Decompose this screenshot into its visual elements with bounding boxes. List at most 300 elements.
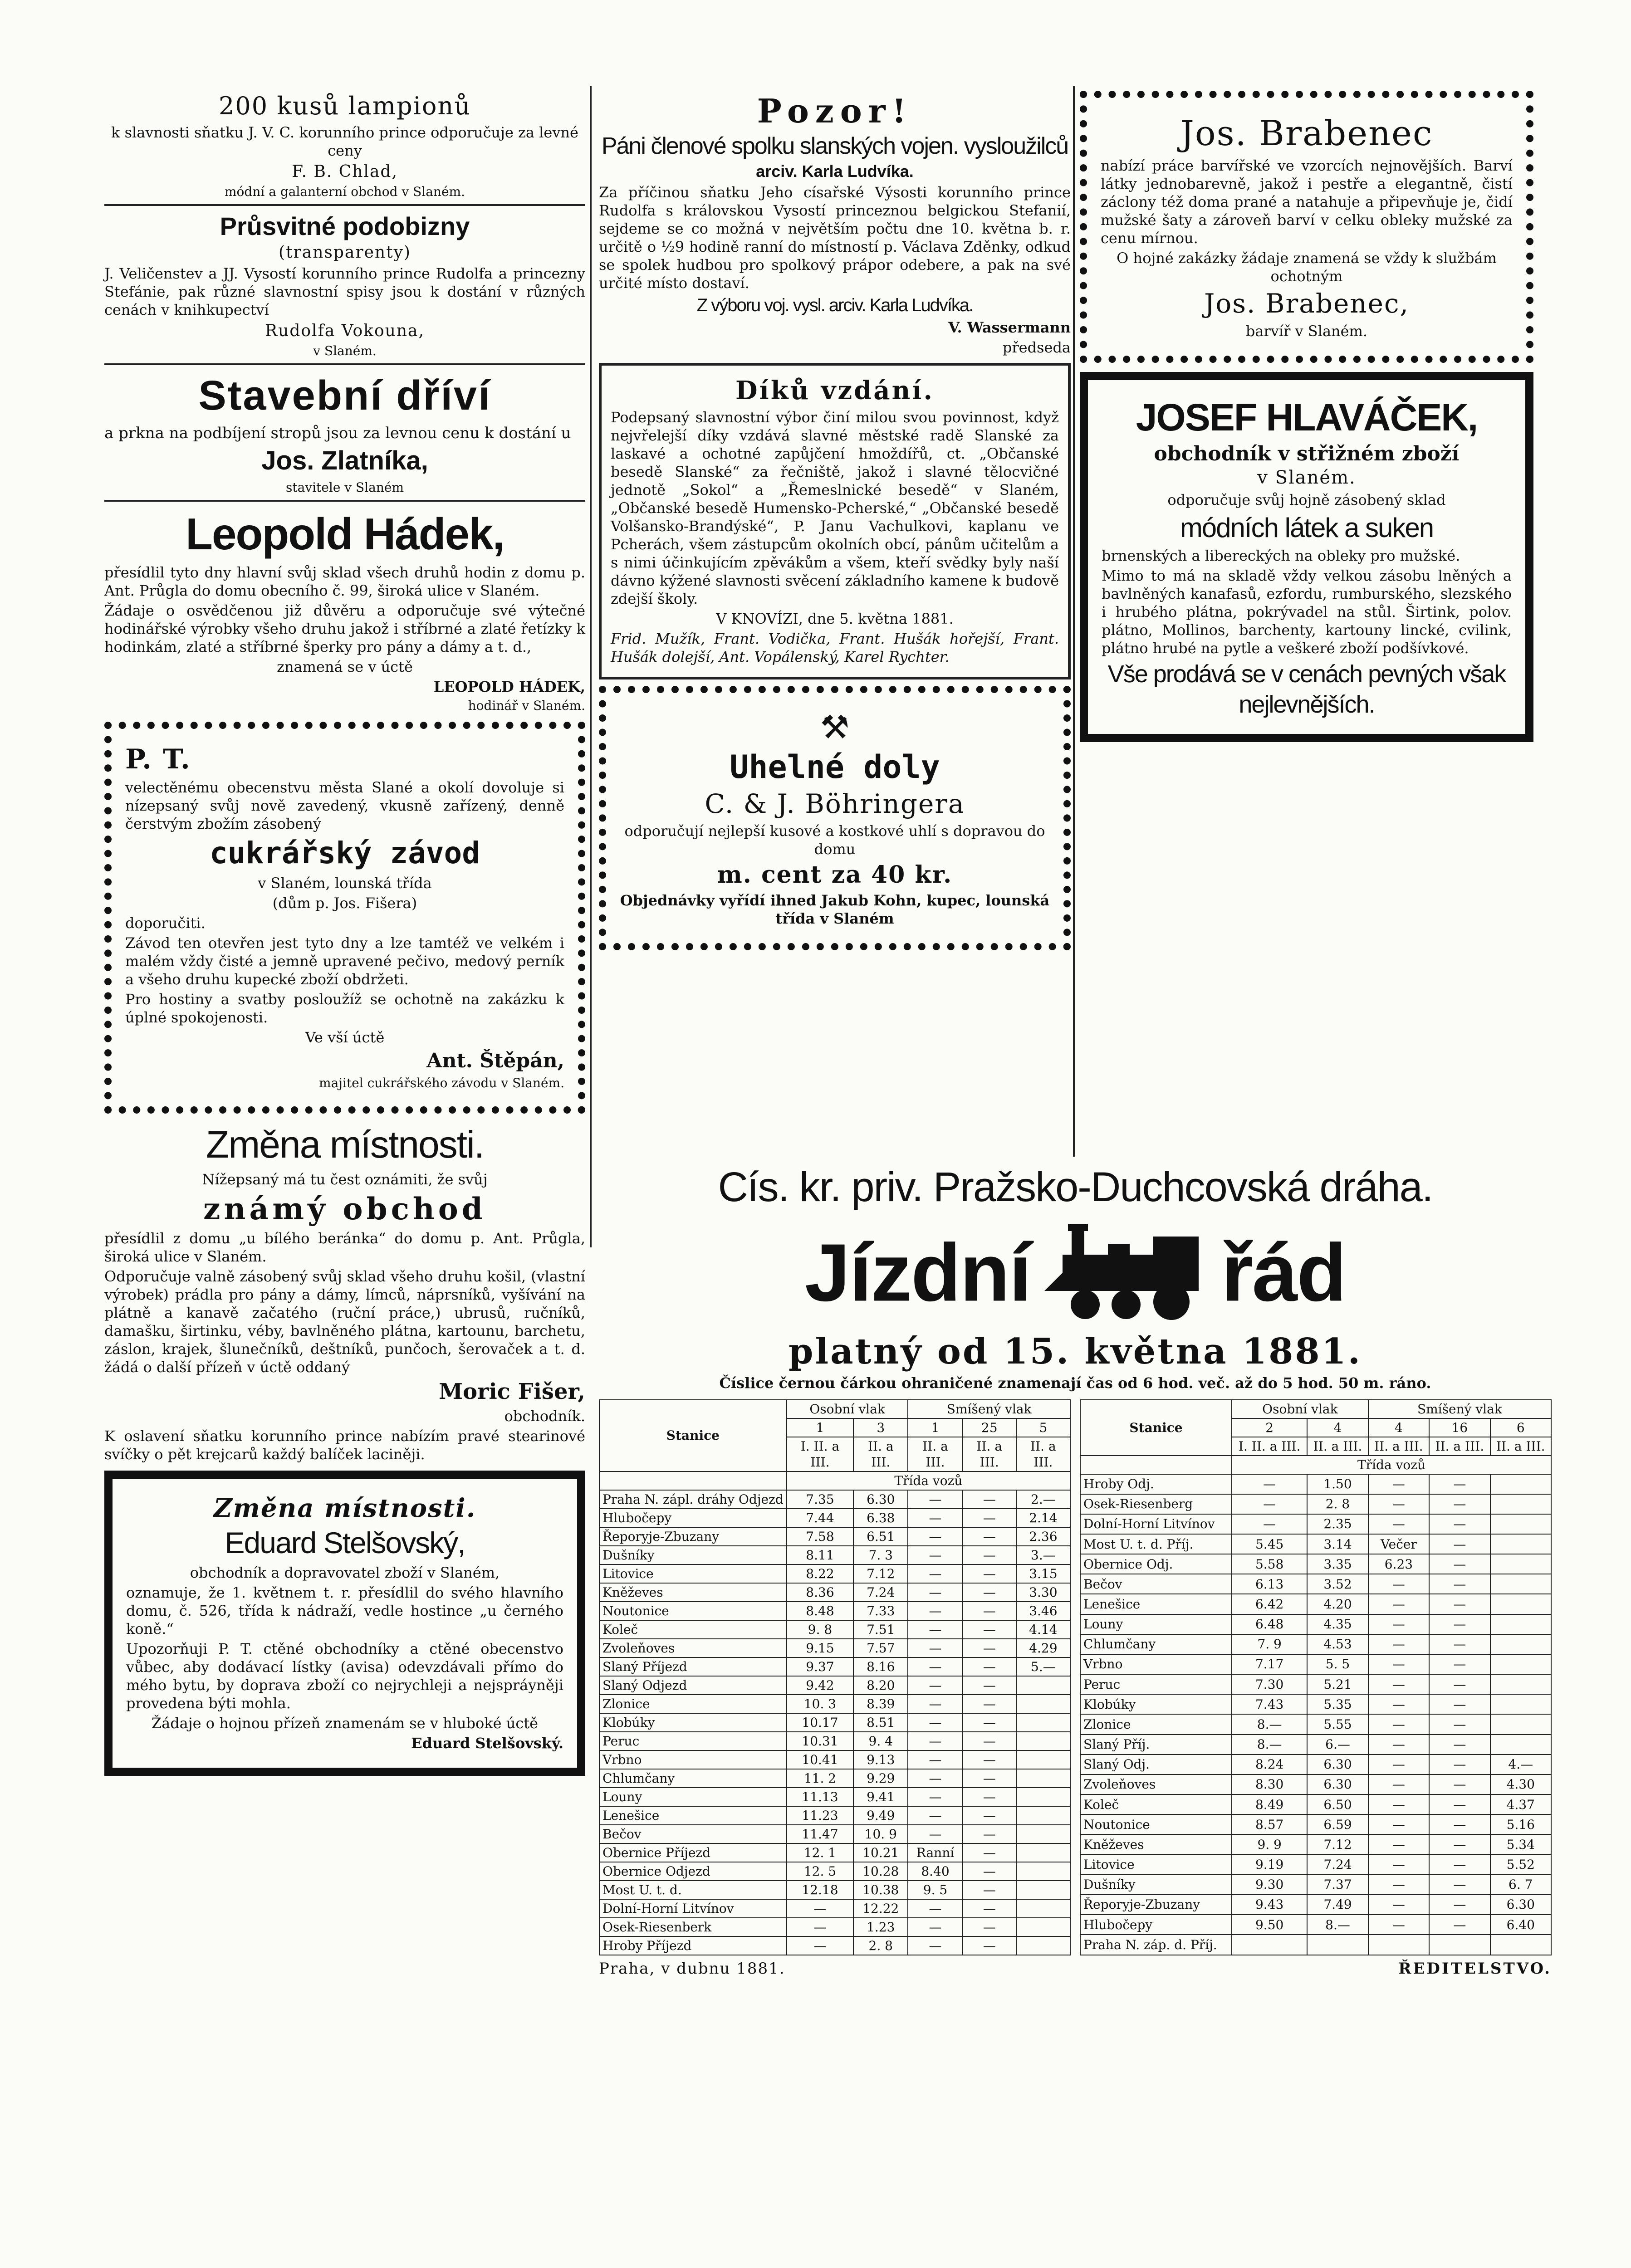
departure-time: [1016, 1918, 1070, 1936]
departure-time: —: [963, 1527, 1016, 1546]
departure-time: [1016, 1713, 1070, 1732]
ad-address-note: (dům p. Jos. Fišera): [272, 894, 417, 912]
departure-time: 9.50: [1232, 1915, 1307, 1935]
table-row: [1080, 1534, 1551, 1554]
departure-time: —: [963, 1881, 1016, 1899]
departure-time: —: [1429, 1674, 1490, 1694]
departure-time: 5.52: [1490, 1854, 1551, 1874]
column-2: [599, 91, 1071, 950]
departure-time: 8.57: [1232, 1814, 1307, 1834]
col-osobni: Osobní vlak: [1232, 1400, 1368, 1418]
station-name: Litovice: [1080, 1854, 1232, 1874]
ad-text: k slavnosti sňatku J. V. C. korunního prince odporučuje za levné ceny: [111, 123, 578, 159]
ad-signature-note: módní a galanterní obchod v Slaném.: [225, 184, 465, 199]
station-name: Slaný Příjezd: [599, 1657, 787, 1676]
ad-title: Pozor!: [757, 92, 913, 130]
station-name: Dušníky: [599, 1546, 787, 1564]
divider: [104, 363, 585, 365]
departure-time: —: [1368, 1755, 1429, 1774]
departure-time: —: [963, 1825, 1016, 1843]
departure-time: 10.41: [787, 1750, 853, 1769]
car-class: II. a III.: [963, 1437, 1016, 1471]
departure-time: 4.20: [1307, 1594, 1368, 1614]
departure-time: [1016, 1825, 1070, 1843]
col-station: Stanice: [599, 1400, 787, 1471]
departure-time: 2.36: [1016, 1527, 1070, 1546]
car-class: II. a III.: [853, 1437, 908, 1471]
departure-time: —: [1429, 1614, 1490, 1634]
table-row: [599, 1546, 1070, 1564]
table-row: [1080, 1834, 1551, 1854]
departure-time: 3.46: [1016, 1602, 1070, 1620]
table-row: [1080, 1514, 1551, 1534]
departure-time: —: [908, 1899, 962, 1918]
departure-time: 9.13: [853, 1750, 908, 1769]
departure-time: 4.37: [1490, 1794, 1551, 1814]
departure-time: —: [1368, 1714, 1429, 1734]
col-station: Stanice: [1080, 1400, 1232, 1456]
ad-signature: Rudolfa Vokouna,: [265, 321, 425, 340]
train-number: 4: [1368, 1418, 1429, 1437]
table-row: [599, 1583, 1070, 1602]
departure-time: —: [1368, 1915, 1429, 1935]
station-name: Zvoleňoves: [599, 1639, 787, 1657]
departure-time: 5.21: [1307, 1674, 1368, 1694]
ad-signature-note: barvíř v Slaném.: [1245, 322, 1368, 340]
departure-time: 8.40: [908, 1862, 962, 1881]
departure-time: [1490, 1735, 1551, 1755]
departure-time: [1016, 1936, 1070, 1955]
departure-time: [1016, 1750, 1070, 1769]
table-row: [1080, 1694, 1551, 1714]
departure-time: —: [963, 1713, 1016, 1732]
departure-time: —: [1368, 1895, 1429, 1915]
table-row: [1080, 1594, 1551, 1614]
departure-time: —: [963, 1657, 1016, 1676]
table-row: [599, 1620, 1070, 1639]
departure-time: —: [1232, 1494, 1307, 1514]
table-row: [599, 1899, 1070, 1918]
departure-time: —: [963, 1509, 1016, 1527]
ad-doly: [599, 686, 1071, 950]
departure-time: 6.51: [853, 1527, 908, 1546]
departure-time: —: [1368, 1694, 1429, 1714]
ad-text: Odporučuje valně zásobený svůj sklad všeho druhu košil, (vlastní výrobek) prádla pro pány a dámy, límců, náprsníků, vyšívání na plátně a kanavě začatého (ruční práce,) ubrusů, ručníků, damašku, širtinku, véby, bavlněného plátna, kartounu, barchetu, záslon, krajek, šlunečníků, deštníků, punčoch, šerovaček a t. d. žádá o další přízeň v úctě oddaný: [104, 1268, 585, 1376]
ad-lampiony: [104, 91, 585, 200]
departure-time: 12. 5: [787, 1862, 853, 1881]
rail-title-a: Jízdní: [804, 1227, 1031, 1319]
departure-time: 9.49: [853, 1806, 908, 1825]
table-row: [599, 1788, 1070, 1806]
ad-closing: Vše prodává se v cenách pevných však nejlevnějších.: [1107, 660, 1506, 718]
departure-time: 11. 2: [787, 1769, 853, 1788]
table-row: [1080, 1614, 1551, 1634]
departure-time: [1307, 1935, 1368, 1955]
table-row: [1080, 1755, 1551, 1774]
train-number: 2: [1232, 1418, 1307, 1437]
table-row: [1080, 1634, 1551, 1654]
departure-time: 9.30: [1232, 1875, 1307, 1895]
departure-time: —: [908, 1639, 962, 1657]
departure-time: 6.59: [1307, 1814, 1368, 1834]
departure-time: 4.30: [1490, 1774, 1551, 1794]
departure-time: —: [1429, 1534, 1490, 1554]
departure-time: 6.30: [1307, 1774, 1368, 1794]
station-name: Hlubočepy: [599, 1509, 787, 1527]
ad-diku: [599, 363, 1071, 679]
departure-time: [1368, 1935, 1429, 1955]
station-name: Praha N. zápl. dráhy Odjezd: [599, 1490, 787, 1509]
departure-time: —: [1429, 1494, 1490, 1514]
departure-time: [1490, 1935, 1551, 1955]
departure-time: [1490, 1494, 1551, 1514]
departure-time: 5.34: [1490, 1834, 1551, 1854]
station-name: Peruc: [599, 1732, 787, 1750]
departure-time: [1016, 1862, 1070, 1881]
station-name: Praha N. záp. d. Příj.: [1080, 1935, 1232, 1955]
ad-signature-note: hodinář v Slaném.: [468, 698, 585, 713]
departure-time: [1490, 1534, 1551, 1554]
departure-time: [1232, 1935, 1307, 1955]
car-class: I. II. a III.: [1232, 1437, 1307, 1456]
departure-time: 7.35: [787, 1490, 853, 1509]
departure-time: 3.30: [1016, 1583, 1070, 1602]
station-name: Vrbno: [1080, 1654, 1232, 1674]
departure-time: —: [1368, 1654, 1429, 1674]
departure-time: —: [908, 1564, 962, 1583]
col-osobni: Osobní vlak: [787, 1400, 908, 1418]
table-row: [599, 1806, 1070, 1825]
station-name: Hlubočepy: [1080, 1915, 1232, 1935]
car-class: II. a III.: [908, 1437, 962, 1471]
departure-time: —: [963, 1602, 1016, 1620]
departure-time: —: [908, 1602, 962, 1620]
departure-time: —: [963, 1788, 1016, 1806]
departure-time: —: [1429, 1814, 1490, 1834]
departure-time: 7.49: [1307, 1895, 1368, 1915]
station-name: Lenešice: [1080, 1594, 1232, 1614]
station-name: Vrbno: [599, 1750, 787, 1769]
departure-time: —: [1429, 1654, 1490, 1674]
ad-title: Změna místnosti.: [206, 1123, 484, 1166]
departure-time: —: [908, 1583, 962, 1602]
departure-time: Ranní: [908, 1843, 962, 1862]
ad-signature-note: stavitele v Slaném: [285, 479, 404, 495]
table-row: [599, 1825, 1070, 1843]
departure-time: [1016, 1899, 1070, 1918]
divider: [104, 500, 585, 502]
ad-text: O hojné zakázky žádaje znamená se vždy k službám ochotným: [1117, 249, 1497, 285]
departure-time: 7.37: [1307, 1875, 1368, 1895]
departure-time: —: [1429, 1574, 1490, 1594]
timetable-grid: [599, 1399, 1552, 1955]
departure-time: 9. 9: [1232, 1834, 1307, 1854]
departure-time: 9. 8: [787, 1620, 853, 1639]
departure-time: —: [1368, 1834, 1429, 1854]
table-row: [1080, 1474, 1551, 1494]
ad-signature-name: V. Wassermann: [948, 319, 1071, 336]
departure-time: 4.29: [1016, 1639, 1070, 1657]
departure-time: 7.12: [853, 1564, 908, 1583]
ad-fiser: [104, 1121, 585, 1464]
ad-signature-note: obchodník.: [504, 1408, 585, 1425]
car-class: II. a III.: [1490, 1437, 1551, 1456]
departure-time: —: [908, 1936, 962, 1955]
station-name: Bečov: [599, 1825, 787, 1843]
departure-time: —: [908, 1509, 962, 1527]
departure-time: 10. 3: [787, 1695, 853, 1713]
ad-heading: módních látek a suken: [1180, 512, 1434, 543]
ad-text: Ve vší úctě: [305, 1028, 385, 1046]
timetable-right: [1080, 1399, 1552, 1955]
departure-time: —: [963, 1936, 1016, 1955]
departure-time: 11.23: [787, 1806, 853, 1825]
departure-time: [1490, 1514, 1551, 1534]
departure-time: 4.53: [1307, 1634, 1368, 1654]
departure-time: 10.31: [787, 1732, 853, 1750]
station-name: Osek-Riesenberg: [1080, 1494, 1232, 1514]
departure-time: 8.16: [853, 1657, 908, 1676]
departure-time: —: [963, 1843, 1016, 1862]
ad-title: Průsvitné podobizny: [220, 211, 470, 240]
departure-time: 7.57: [853, 1639, 908, 1657]
rail-company: Cís. kr. priv. Pražsko-Duchcovská dráha.: [718, 1164, 1433, 1210]
ad-order: Objednávky vyřídí ihned Jakub Kohn, kupec, lounská třída v Slaném: [620, 892, 1050, 927]
ad-text: Mimo to má na skladě vždy velkou zásobu lněných a bavlněných kanafasů, ezfordu, rumburského, slezského i hrubého plátna, pokrývadel na stůl. Širtink, polov. plátno, Mollinos, barchenty, kartouny lincké, cvilink, plátno hrubé na pytle a veškeré zboží podšívkové.: [1102, 567, 1512, 657]
departure-time: [1490, 1614, 1551, 1634]
departure-time: —: [963, 1918, 1016, 1936]
departure-time: [1016, 1769, 1070, 1788]
departure-time: —: [1368, 1794, 1429, 1814]
departure-time: 2.35: [1307, 1514, 1368, 1534]
departure-time: 9. 4: [853, 1732, 908, 1750]
table-row: [1080, 1774, 1551, 1794]
table-row: [599, 1750, 1070, 1769]
departure-time: —: [1429, 1755, 1490, 1774]
departure-time: —: [787, 1936, 853, 1955]
departure-time: 5. 5: [1307, 1654, 1368, 1674]
departure-time: 9. 5: [908, 1881, 962, 1899]
ad-stepan: [104, 722, 585, 1114]
departure-time: 8.11: [787, 1546, 853, 1564]
departure-time: [1490, 1674, 1551, 1694]
rail-place: Praha, v dubnu 1881.: [599, 1959, 785, 1978]
departure-time: 1.23: [853, 1918, 908, 1936]
departure-time: 3.14: [1307, 1534, 1368, 1554]
departure-time: [1490, 1654, 1551, 1674]
ad-signature-note: majitel cukrářského závodu v Slaném.: [319, 1075, 564, 1090]
spacer: [1080, 1456, 1232, 1474]
departure-time: —: [1429, 1774, 1490, 1794]
ad-price: m. cent za 40 kr.: [717, 861, 953, 889]
departure-time: 6.23: [1368, 1554, 1429, 1574]
table-row: [1080, 1654, 1551, 1674]
departure-time: 5.16: [1490, 1814, 1551, 1834]
ad-names: Frid. Mužík, Frant. Vodička, Frant. Hušák hořejší, Frant. Hušák dolejší, Ant. Vopálenský, Karel Rychter.: [611, 630, 1059, 665]
departure-time: —: [908, 1490, 962, 1509]
table-row: [599, 1490, 1070, 1509]
car-class: II. a III.: [1307, 1437, 1368, 1456]
station-name: Koleč: [1080, 1794, 1232, 1814]
station-name: Zlonice: [599, 1695, 787, 1713]
ad-pozor: [599, 91, 1071, 357]
departure-time: —: [1368, 1774, 1429, 1794]
departure-time: 7.43: [1232, 1694, 1307, 1714]
train-number: 25: [963, 1418, 1016, 1437]
departure-time: [1016, 1676, 1070, 1695]
departure-time: 6.—: [1307, 1735, 1368, 1755]
departure-time: 3.52: [1307, 1574, 1368, 1594]
ad-text: Podepsaný slavnostní výbor činí milou svou povinnost, když nejvřelejší díky vzdává slavné městské radě Slanské za laskavé a ochotné zapůjčení hmoždířů, ct. „Občanské besedě Slanské“ za řečniště, jakož i slavné tělocvičné jednotě „Sokol“ a „Řemeslnické besedě“ v Slaném, „Občanské besedě Humensko-Pcherské,“ „Občanské besedě Volšansko-Brandýské“, P. Janu Vachulkovi, kaplanu ve Pcherách, všem zástupcům okolních obcí, pánům učitelům a s nimi účinkujícím zpěvákům a všem, kteří svědky byly naší dávno kýžené slavnosti svěcení základního kamene k budově zdejší školy.: [611, 409, 1059, 607]
ad-date: V KNOVÍZI, dne 5. května 1881.: [716, 610, 954, 627]
departure-time: —: [963, 1564, 1016, 1583]
ad-heading: Páni členové spolku slanských vojen. vysloužilců: [601, 133, 1068, 159]
departure-time: 7. 3: [853, 1546, 908, 1564]
departure-time: 9.15: [787, 1639, 853, 1657]
departure-time: —: [1429, 1834, 1490, 1854]
departure-time: —: [963, 1695, 1016, 1713]
table-row: [1080, 1714, 1551, 1734]
departure-time: [1016, 1695, 1070, 1713]
departure-time: 8.39: [853, 1695, 908, 1713]
departure-time: —: [908, 1788, 962, 1806]
departure-time: 6.38: [853, 1509, 908, 1527]
station-name: Dušníky: [1080, 1875, 1232, 1895]
departure-time: 6.48: [1232, 1614, 1307, 1634]
departure-time: —: [963, 1620, 1016, 1639]
departure-time: 5.55: [1307, 1714, 1368, 1734]
ad-text: přesídlil tyto dny hlavní svůj sklad všech druhů hodin z domu p. Ant. Průgla do domu obecního č. 99, široká ulice v Slaném.: [104, 564, 585, 599]
station-name: Řeporyje-Zbuzany: [1080, 1895, 1232, 1915]
departure-time: —: [1232, 1514, 1307, 1534]
departure-time: —: [1429, 1794, 1490, 1814]
ad-firm: C. & J. Böhringera: [705, 788, 965, 819]
departure-time: [1490, 1694, 1551, 1714]
ad-title: Stavební dříví: [198, 372, 491, 419]
rail-valid: platný od 15. května 1881.: [788, 1331, 1362, 1372]
departure-time: 7.17: [1232, 1654, 1307, 1674]
ad-subtitle: známý obchod: [203, 1191, 486, 1227]
ad-text: Za příčinou sňatku Jeho císařské Výsosti korunního prince Rudolfa s královskou Vysostí princeznou belgickou Stefanií, sejdeme se co možná v největším počtu dne 10. května b. r. určitě o ½9 hodině ranní do místností p. Václava Zděnky, odkud se spolek hudbou pro spolkový prápor odebere, a pak na své určité místo dostaví.: [599, 184, 1071, 292]
departure-time: —: [1368, 1854, 1429, 1874]
station-name: Louny: [599, 1788, 787, 1806]
station-name: Klobúky: [599, 1713, 787, 1732]
divider: [104, 204, 585, 206]
table-row: [599, 1676, 1070, 1695]
table-row: [1080, 1494, 1551, 1514]
table-row: [1080, 1794, 1551, 1814]
departure-time: 12.18: [787, 1881, 853, 1899]
ad-salutation: P. T.: [125, 743, 191, 775]
departure-time: —: [908, 1695, 962, 1713]
departure-time: 7. 9: [1232, 1634, 1307, 1654]
ad-text: odporučuje svůj hojně zásobený sklad: [1167, 491, 1446, 508]
departure-time: 5.58: [1232, 1554, 1307, 1574]
departure-time: [1016, 1732, 1070, 1750]
ad-signature: Jos. Brabenec,: [1204, 288, 1409, 319]
departure-time: 6.30: [853, 1490, 908, 1509]
table-row: [599, 1936, 1070, 1955]
departure-time: 10.28: [853, 1862, 908, 1881]
departure-time: 9.29: [853, 1769, 908, 1788]
table-row: [599, 1862, 1070, 1881]
departure-time: 9.41: [853, 1788, 908, 1806]
ad-address: v Slaném, lounská třída: [258, 874, 432, 892]
departure-time: —: [787, 1899, 853, 1918]
ad-subtitle: (transparenty): [279, 243, 411, 262]
table-row: [599, 1657, 1070, 1676]
ad-signature: Z výboru voj. vysl. arciv. Karla Ludvíka.: [696, 295, 973, 315]
station-name: Louny: [1080, 1614, 1232, 1634]
ad-subtitle: obchodník v střižném zboží: [1154, 442, 1460, 465]
ad-text: velectěnému obecenstvu města Slané a okolí dovoluje si nízepsaný svůj nově zavedený, vkusně zařízený, denně čerstvým zbožím zásobený: [125, 779, 564, 832]
departure-time: —: [963, 1583, 1016, 1602]
station-name: Most U. t. d. Příj.: [1080, 1534, 1232, 1554]
rail-footer: [599, 1959, 1552, 1979]
departure-time: 6.50: [1307, 1794, 1368, 1814]
departure-time: 8.—: [1232, 1735, 1307, 1755]
ad-text: Žádaje o hojnou přízeň znamenám se v hluboké úctě: [151, 1714, 539, 1732]
ad-text: a prkna na podbíjení stropů jsou za levnou cenu k dostání u: [104, 424, 571, 442]
column-rule-left: [590, 86, 592, 1247]
ad-hlavacek: [1080, 372, 1533, 742]
departure-time: —: [908, 1918, 962, 1936]
ad-title: Uhelné doly: [730, 748, 940, 786]
departure-time: —: [908, 1676, 962, 1695]
departure-time: [1429, 1935, 1490, 1955]
departure-time: 6.42: [1232, 1594, 1307, 1614]
departure-time: 7.44: [787, 1509, 853, 1527]
train-number: 6: [1490, 1418, 1551, 1437]
departure-time: —: [1368, 1474, 1429, 1494]
ad-text: odporučují nejlepší kusové a kostkové uhlí s dopravou do domu: [624, 822, 1045, 858]
departure-time: 8.48: [787, 1602, 853, 1620]
ad-signature: Ant. Štěpán,: [426, 1049, 564, 1072]
table-row: [599, 1602, 1070, 1620]
departure-time: —: [1429, 1714, 1490, 1734]
locomotive-icon: [1035, 1216, 1217, 1330]
ad-signature-note: v Slaném.: [313, 343, 377, 358]
car-class: II. a III.: [1429, 1437, 1490, 1456]
departure-time: —: [908, 1620, 962, 1639]
ad-heading-2: arciv. Karla Ludvíka.: [756, 162, 914, 181]
departure-time: [1490, 1474, 1551, 1494]
station-name: Noutonice: [1080, 1814, 1232, 1834]
departure-time: 8.—: [1307, 1915, 1368, 1935]
rail-note: Číslice černou čárkou ohraničené znamenají čas od 6 hod. več. až do 5 hod. 50 m. ráno.: [719, 1374, 1431, 1392]
departure-time: 5.—: [1016, 1657, 1070, 1676]
station-name: Obernice Odjezd: [599, 1862, 787, 1881]
departure-time: 9.43: [1232, 1895, 1307, 1915]
car-class: II. a III.: [1016, 1437, 1070, 1471]
departure-time: 5.45: [1232, 1534, 1307, 1554]
ad-text: Pro hostiny a svatby posloužíž se ochotně na zakázku k úplné spokojenosti.: [125, 990, 564, 1026]
table-row: [1080, 1554, 1551, 1574]
departure-time: 8.30: [1232, 1774, 1307, 1794]
station-name: Chlumčany: [599, 1769, 787, 1788]
departure-time: —: [1368, 1514, 1429, 1534]
ad-text: doporučiti.: [125, 914, 206, 932]
table-row: [599, 1509, 1070, 1527]
departure-time: —: [963, 1899, 1016, 1918]
departure-time: 6.40: [1490, 1915, 1551, 1935]
station-name: Hroby Příjezd: [599, 1936, 787, 1955]
ad-title: JOSEF HLAVÁČEK,: [1136, 396, 1478, 439]
departure-time: 10. 9: [853, 1825, 908, 1843]
departure-time: 6.13: [1232, 1574, 1307, 1594]
departure-time: 12. 1: [787, 1843, 853, 1862]
departure-time: —: [908, 1546, 962, 1564]
